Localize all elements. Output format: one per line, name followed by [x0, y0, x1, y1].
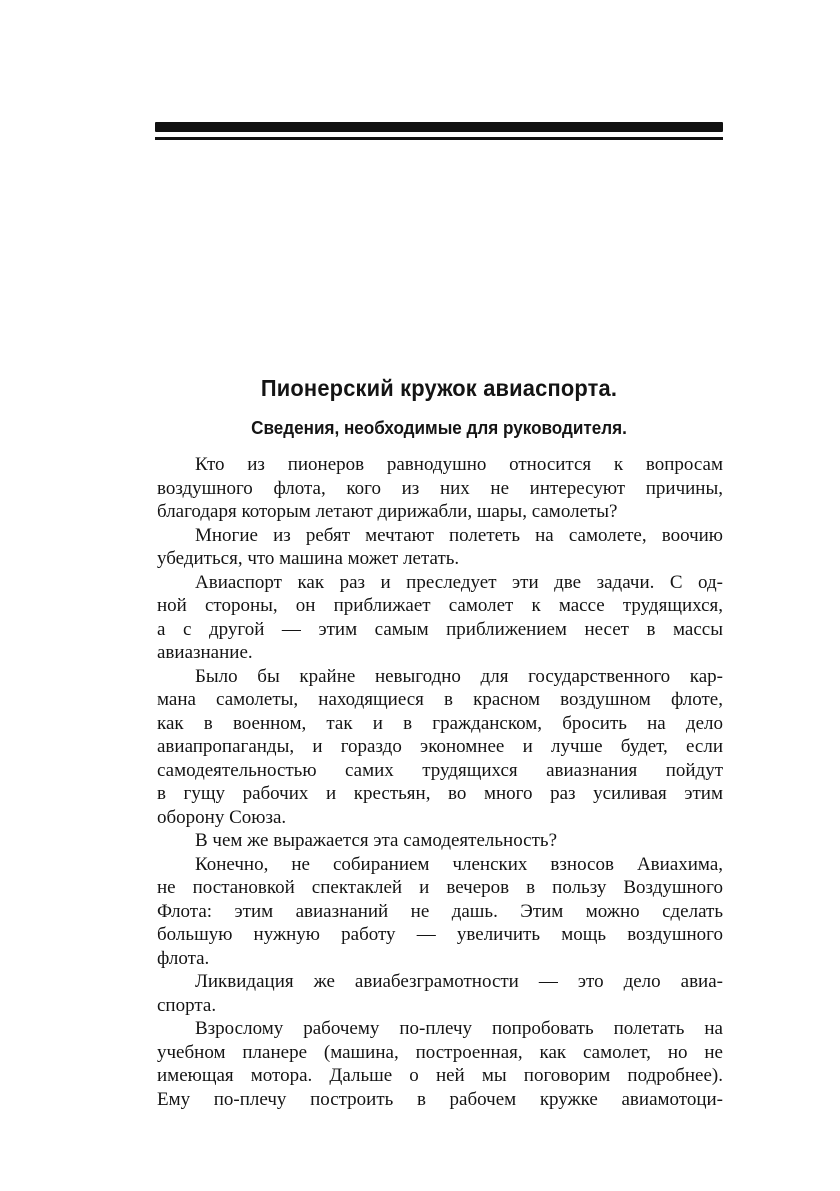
text-line: большую нужную работу — увеличить мощь воздушного	[157, 924, 723, 945]
text-line: оборону Союза.	[157, 806, 287, 828]
text-line: спорта.	[157, 994, 217, 1016]
text-line: авиазнание.	[157, 642, 253, 663]
text-line: имеющая мотора. Дальше о ней мы поговорим подробнее).	[157, 1065, 723, 1086]
text-line: учебном планере (машина, построенная, как самолет, но не	[157, 1041, 723, 1063]
text-line: Флота: этим авиазнаний не дашь. Этим можно сделать	[157, 900, 723, 922]
text-line: Ему по-плечу построить в рабочем кружке авиамотоци-	[157, 1088, 723, 1110]
text-line: ной стороны, он приближает самолет к массе трудящихся,	[157, 595, 723, 616]
text-line: а с другой — этим самым приближением несет в массы	[157, 618, 723, 640]
chapter-subtitle: Сведения, необходимые для руководителя.	[251, 418, 627, 438]
header-rule-thin	[155, 137, 723, 140]
chapter-title: Пионерский кружок авиаспорта.	[260, 375, 618, 401]
text-line: не постановкой спектаклей и вечеров в пользу Воздушного	[157, 877, 723, 898]
text-line: Было бы крайне невыгодно для государственного кар-	[195, 665, 723, 687]
text-line: В чем же выражается эта самодеятельность?	[195, 830, 558, 851]
text-line: Кто из пионеров равнодушно относится к вопросам	[195, 454, 723, 475]
text-line: в гущу рабочих и крестьян, во много раз усиливая этим	[157, 783, 723, 804]
text-line: авиапропаганды, и гораздо экономнее и лучше будет, если	[157, 736, 723, 757]
text-line: самодеятельностью самих трудящихся авиазнания пойдут	[157, 759, 723, 781]
text-line: мана самолеты, находящиеся в красном воздушном флоте,	[157, 689, 723, 710]
text-line: Авиаспорт как раз и преследует эти две задачи. С од-	[195, 571, 723, 593]
text-line: убедиться, что машина может летать.	[157, 548, 460, 569]
header-rule-thick	[155, 122, 723, 132]
text-line: благодаря которым летают дирижабли, шары, самолеты?	[157, 501, 618, 522]
text-line: флота.	[157, 947, 210, 969]
body-text	[157, 453, 723, 1111]
text-line: Многие из ребят мечтают полететь на самолете, воочию	[195, 524, 723, 546]
text-line: Конечно, не собиранием членских взносов Авиахима,	[195, 853, 723, 875]
text-line: воздушного флота, кого из них не интересуют причины,	[157, 477, 723, 499]
text-line: как в военном, так и в гражданском, бросить на дело	[157, 712, 723, 734]
text-line: Взрослому рабочему по-плечу попробовать полетать на	[195, 1018, 723, 1039]
text-line: Ликвидация же авиабезграмотности — это дело авиа-	[195, 971, 723, 992]
